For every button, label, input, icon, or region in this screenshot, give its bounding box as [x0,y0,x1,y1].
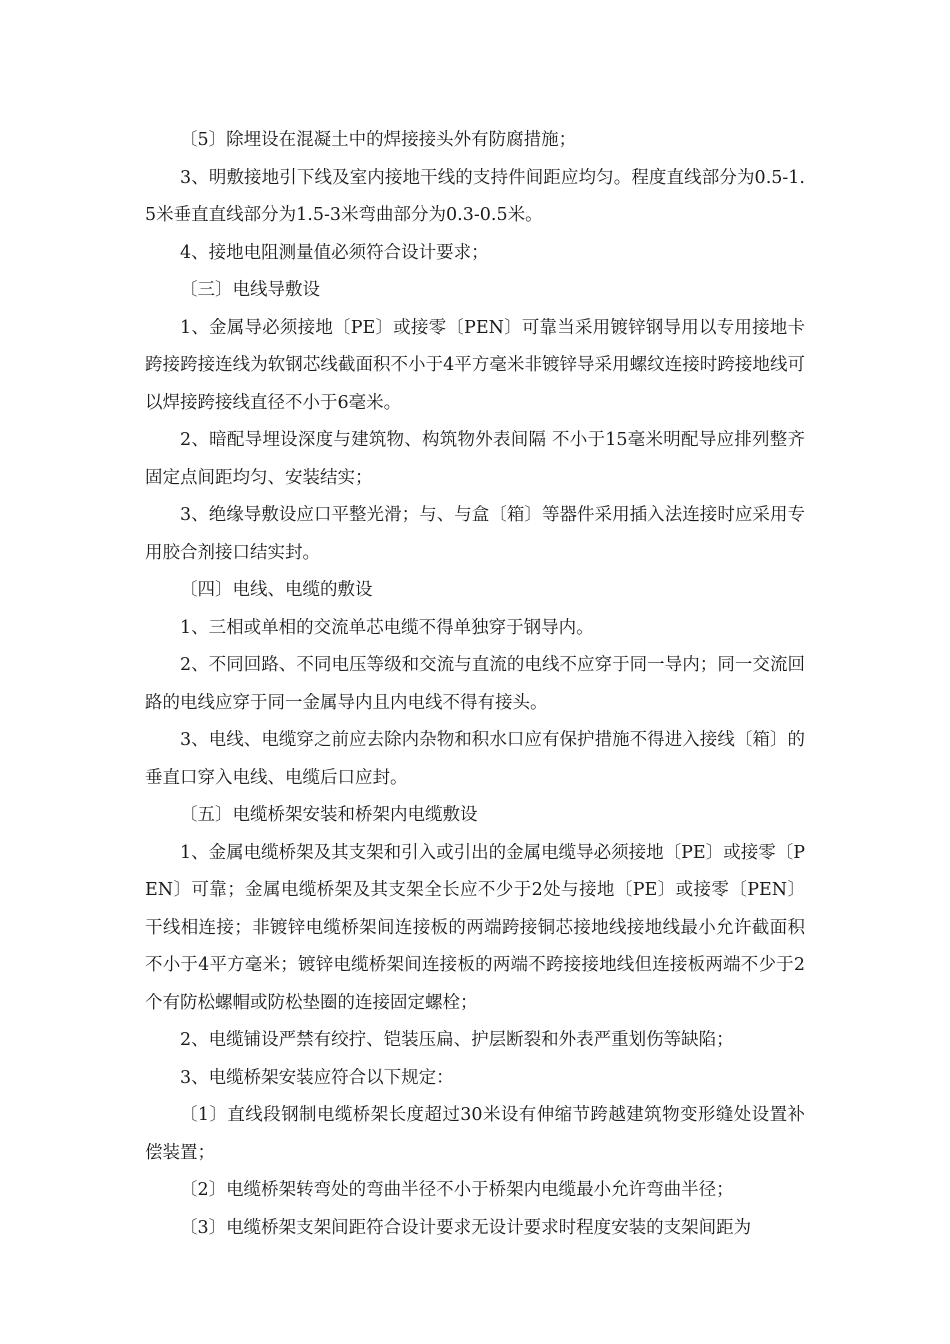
paragraph-support-spacing: 3、明敷接地引下线及室内接地干线的支持件间距应均匀。程度直线部分为0.5-1.5米垂直直线部分为1.5-3米弯曲部分为0.3-0.5米。 [145,167,805,225]
document-body [145,122,805,1247]
paragraph-rule-1-expansion: 〔1〕直线段钢制电缆桥架长度超过30米设有伸缩节跨越建筑物变形缝处设置补偿装置； [145,1105,805,1163]
paragraph-cleaning-before-threading: 3、电线、电缆穿之前应去除内杂物和积水口应有保护措施不得进入接线〔箱〕的垂直口穿入电线、电缆后口应封。 [145,730,805,788]
paragraph-single-core-cable: 1、三相或单相的交流单芯电缆不得单独穿于钢导内。 [180,617,594,638]
paragraph-cable-defects: 2、电缆铺设严禁有绞拧、铠装压扁、护层断裂和外表严重划伤等缺陷； [180,1030,734,1050]
paragraph-different-circuits: 2、不同回路、不同电压等级和交流与直流的电线不应穿于同一导内；同一交流回路的电线应穿于同一金属导内且内电线不得有接头。 [145,655,805,713]
paragraph-cable-tray-grounding: 1、金属电缆桥架及其支架和引入或引出的金属电缆导必须接地〔PE〕或接零〔PEN〕可靠；金属电缆桥架及其支架全长应不少于2处与接地〔PE〕或接零〔PEN〕干线相连接；非镀锌电缆桥架间连接板的两端跨接铜芯接地线接地线最小允许截面积不小于4平方毫米；镀锌电缆桥架间连接板的两端不跨接接地线但连接板两端不少于2个有防松螺帽或防松垫圈的连接固定螺栓； [145,842,805,1013]
paragraph-rule-3-support-spacing: 〔3〕电缆桥架支架间距符合设计要求无设计要求时程度安装的支架间距为 [180,1217,752,1238]
paragraph-insulated-conduit: 3、绝缘导敷设应口平整光滑；与、与盒〔箱〕等器件采用插入法连接时应采用专用胶合剂接口结实封。 [145,505,805,563]
paragraph-cable-tray-rules: 3、电缆桥架安装应符合以下规定： [180,1067,454,1088]
section-heading-wire-cable-laying: 〔四〕电线、电缆的敷设 [180,580,373,600]
paragraph-concealed-conduit-depth: 2、暗配导埋设深度与建筑物、构筑物外表间隔 不小于15毫米明配导应排列整齐固定点间距均匀、安装结实； [145,430,805,488]
section-heading-cable-tray: 〔五〕电缆桥架安装和桥架内电缆敷设 [180,805,478,825]
paragraph-rule-2-bending-radius: 〔2〕电缆桥架转弯处的弯曲半径不小于桥架内电缆最小允许弯曲半径； [180,1180,734,1200]
paragraph-item-5-anticorrosion: 〔5〕除埋设在混凝土中的焊接接头外有防腐措施； [180,130,577,150]
section-heading-conduit-laying: 〔三〕电线导敷设 [180,280,320,300]
paragraph-metal-conduit-grounding: 1、金属导必须接地〔PE〕或接零〔PEN〕可靠当采用镀锌钢导用以专用接地卡跨接跨接连线为软钢芯线截面积不小于4平方毫米非镀锌导采用螺纹连接时跨接地线可以焊接跨接线直径不小于6毫米。 [145,317,805,413]
paragraph-grounding-resistance: 4、接地电阻测量值必须符合设计要求； [180,242,489,263]
